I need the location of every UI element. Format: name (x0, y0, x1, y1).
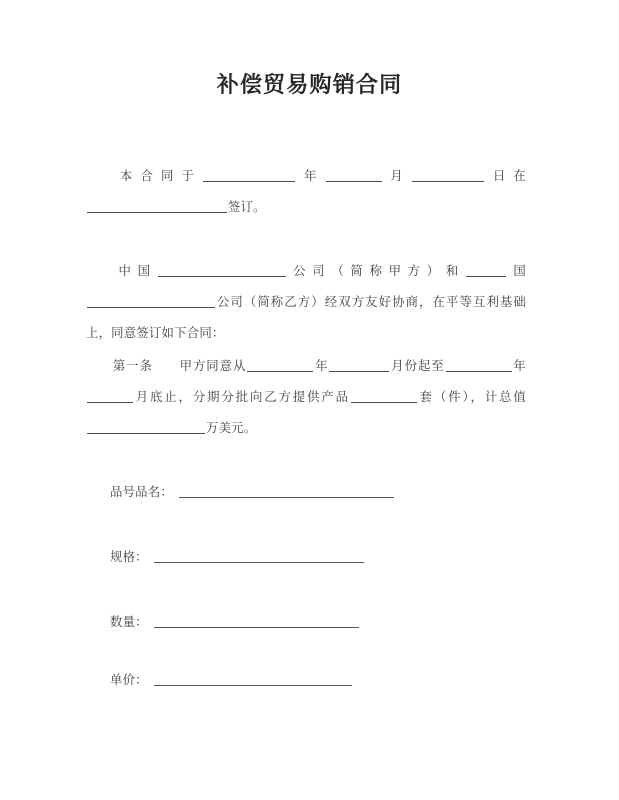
field-specification-input[interactable] (154, 550, 364, 563)
fill-in-blank[interactable] (326, 168, 382, 182)
paragraph-article-one (86, 350, 526, 443)
paragraph-signing-date-content (86, 168, 526, 214)
field-product-code-name-input[interactable] (179, 485, 394, 498)
page-title: 补偿贸易购销合同 (216, 73, 403, 98)
field-unit-price (110, 670, 352, 688)
field-product-code-name (110, 482, 394, 500)
text-run: 年 (296, 168, 325, 183)
paragraph-article-one-content (86, 358, 526, 435)
text-run: 第一条 (112, 358, 153, 373)
text-run: 月底止，分期分批向乙方提供产品 (134, 389, 350, 404)
paragraph-signing-date (86, 160, 526, 222)
text-run: 中国 (112, 263, 157, 278)
fill-in-blank[interactable] (203, 168, 295, 182)
text-run: 日在 (484, 168, 527, 183)
fill-in-blank[interactable] (466, 263, 506, 277)
fill-in-blank[interactable] (87, 199, 227, 213)
text-run: 月 (382, 168, 411, 183)
text-run: 签订。 (228, 199, 266, 214)
paragraph-parties-content (86, 263, 526, 340)
fill-in-blank[interactable] (247, 358, 313, 372)
field-quantity-label: 数量： (110, 614, 148, 629)
field-specification-label: 规格： (110, 549, 148, 564)
text-run: 年 (512, 358, 527, 373)
fill-in-blank[interactable] (412, 168, 484, 182)
fill-in-blank[interactable] (351, 389, 417, 403)
text-run: 国 (506, 263, 527, 278)
text-run: 万美元。 (206, 420, 257, 435)
text-run: 公司（简称甲方）和 (286, 263, 465, 278)
field-quantity-input[interactable] (154, 615, 359, 628)
fill-in-blank[interactable] (87, 420, 205, 434)
fill-in-blank[interactable] (87, 389, 133, 403)
fill-in-blank[interactable] (329, 358, 389, 372)
field-specification (110, 547, 364, 565)
text-run: 年 (314, 358, 329, 373)
fill-in-blank[interactable] (158, 263, 286, 277)
text-run: 公司（简称乙方）经双方友好协商，在平等互利基础上，同意签订如下合同： (86, 294, 526, 340)
field-unit-price-input[interactable] (154, 673, 352, 686)
paragraph-parties (86, 255, 526, 348)
field-quantity (110, 612, 359, 630)
text-run: 甲方同意从 (178, 358, 247, 373)
fill-in-blank[interactable] (446, 358, 512, 372)
field-unit-price-label: 单价： (110, 672, 148, 687)
text-run: 套（件），计总值 (417, 389, 526, 404)
fill-in-blank[interactable] (87, 294, 215, 308)
field-product-code-name-label: 品号品名： (110, 484, 173, 499)
text-run: 本合同于 (112, 168, 203, 183)
text-run: 月份起至 (390, 358, 445, 373)
